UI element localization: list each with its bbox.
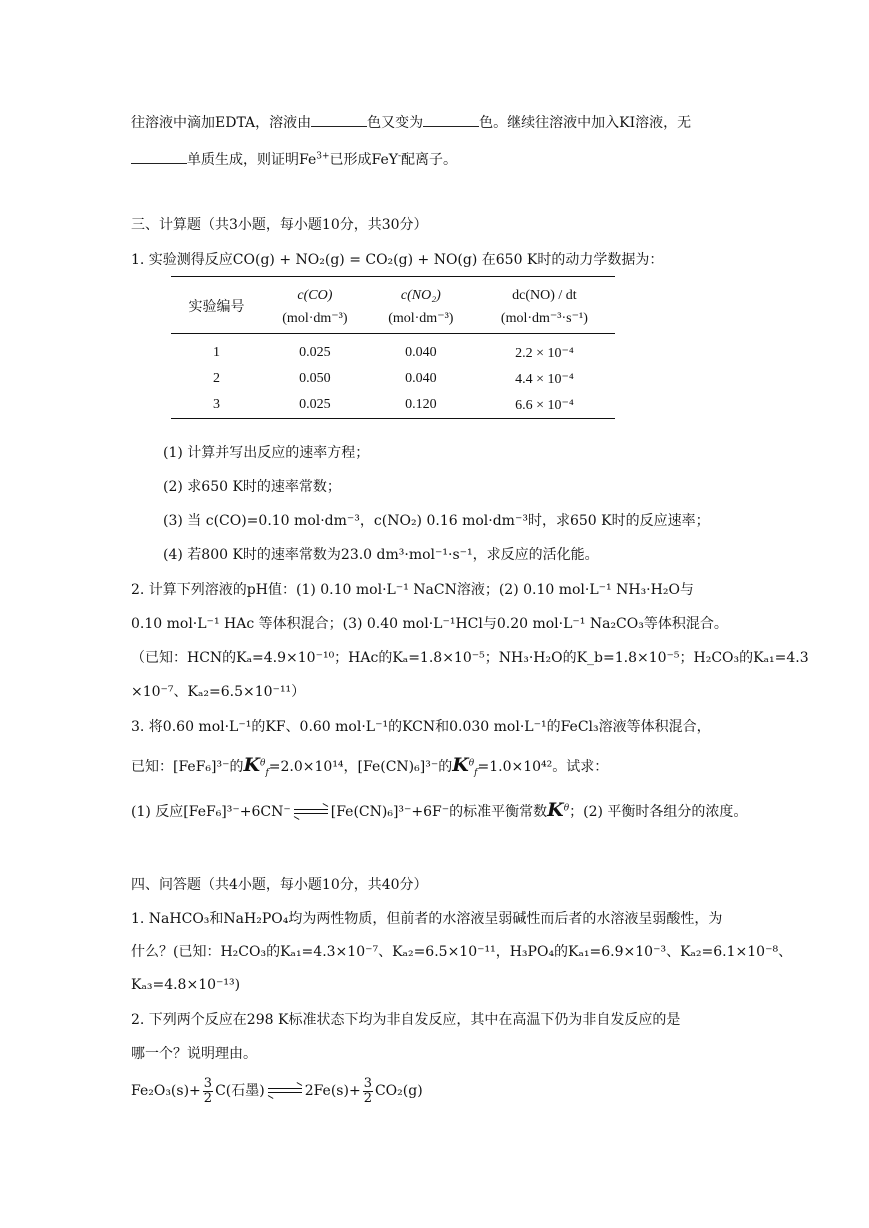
- section-4-heading: 四、问答题（共4小题，每小题10分，共40分）: [131, 877, 428, 893]
- reaction-equation: Fe₂O₃(s)+ $\frac{3}{2}$ C(石墨) 2Fe(s)+ $\frac{3}{2}$ CO₂(g): [131, 1075, 423, 1106]
- q3-1-stem: 1. 实验测得反应CO(g) + NO₂(g) = CO₂(g) + NO(g) 在650 K时的动力学数据为：: [131, 252, 664, 268]
- q3-2-line-3: （已知：HCN的Kₐ=4.9×10⁻¹⁰；HAc的Kₐ=1.8×10⁻⁵；NH₃·H₂O的K_b=1.8×10⁻⁵；H₂CO₃的Kₐ₁=4.3: [131, 650, 809, 666]
- header-rate: dc(NO) / dt (mol·dm⁻³·s⁻¹): [474, 277, 615, 334]
- intro-text-1: 往溶液中滴加EDTA，溶液由: [131, 115, 312, 131]
- intro-text-6: 配离子。: [401, 152, 458, 168]
- q3-2-line-4: ×10⁻⁷、Kₐ₂=6.5×10⁻¹¹）: [131, 684, 306, 700]
- answer-blank: [423, 113, 479, 127]
- k-symbol: K: [547, 799, 564, 821]
- fraction-3-2: $\frac{3}{2}$: [363, 1075, 372, 1106]
- header-exp-no: 实验编号: [171, 277, 262, 334]
- q3-3-line-3: (1) 反应[FeF₆]³⁻+6CN⁻ [Fe(CN)₆]³⁻+6F⁻的标准平衡常数$K^\theta$；(2) 平衡时各组分的浓度。: [131, 799, 748, 821]
- table-row: 2 0.050 0.040 4.4 × 10⁻⁴: [212, 371, 574, 387]
- section-3-heading: 三、计算题（共3小题，每小题10分，共30分）: [131, 217, 428, 233]
- answer-blank: [131, 150, 187, 164]
- k-f-symbol: K: [452, 754, 469, 776]
- intro-text-5: 已形成FeY: [329, 152, 398, 168]
- q4-1-line-1: 1. NaHCO₃和NaH₂PO₄均为两性物质，但前者的水溶液呈弱碱性而后者的水溶液呈弱酸性，为: [131, 911, 723, 927]
- q3-2-line-2: 0.10 mol·L⁻¹ HAc 等体积混合；(3) 0.40 mol·L⁻¹HCl与0.20 mol·L⁻¹ Na₂CO₃等体积混合。: [131, 616, 728, 632]
- table-row: 3 0.025 0.120 6.6 × 10⁻⁴: [212, 397, 574, 413]
- header-c-co: c(CO) (mol·dm⁻³): [262, 277, 368, 334]
- intro-text-4: 单质生成，则证明Fe: [187, 152, 317, 168]
- intro-line-2: [131, 150, 457, 169]
- q3-1-part-2: (2) 求650 K时的速率常数；: [163, 479, 341, 495]
- kinetics-table: [171, 276, 615, 419]
- q3-3-line-1: 3. 将0.60 mol·L⁻¹的KF、0.60 mol·L⁻¹的KCN和0.030 mol·L⁻¹的FeCl₃溶液等体积混合，: [131, 719, 711, 735]
- q3-1-part-1: (1) 计算并写出反应的速率方程；: [163, 445, 370, 461]
- equilibrium-arrow-icon: [268, 1086, 302, 1096]
- header-c-no2: c(NO₂) (mol·dm⁻³): [368, 277, 474, 334]
- table-header-row: [171, 277, 615, 334]
- q4-2-line-2: 哪一个？说明理由。: [131, 1046, 257, 1062]
- q4-1-line-2: 什么？(已知：H₂CO₃的Kₐ₁=4.3×10⁻⁷、Kₐ₂=6.5×10⁻¹¹，H₃PO₄的Kₐ₁=6.9×10⁻³、Kₐ₂=6.1×10⁻⁸、: [131, 944, 793, 960]
- intro-text-2: 色又变为: [367, 115, 424, 131]
- q3-1-part-4: (4) 若800 K时的速率常数为23.0 dm³·mol⁻¹·s⁻¹，求反应的活化能。: [163, 547, 599, 563]
- charge-sup: -: [398, 151, 402, 162]
- equilibrium-arrow-icon: [294, 807, 328, 817]
- q4-1-line-3: Kₐ₃=4.8×10⁻¹³): [131, 977, 241, 993]
- charge-sup: 3+: [316, 151, 330, 162]
- intro-line-1: [131, 113, 691, 132]
- q3-1-part-3: (3) 当 c(CO)=0.10 mol·dm⁻³，c(NO₂) 0.16 mol·dm⁻³时，求650 K时的反应速率；: [163, 513, 710, 529]
- fraction-3-2: $\frac{3}{2}$: [203, 1075, 213, 1106]
- k-f-symbol: K: [243, 754, 261, 776]
- q3-3-line-2: 已知：[FeF₆]³⁻的$K^\theta_f=2.0\times 10^{14}$，[Fe(CN)₆]³⁻的$K^\theta_f=1.0\times 10^{42}$。试求：: [131, 754, 609, 778]
- q3-2-line-1: 2. 计算下列溶液的pH值：(1) 0.10 mol·L⁻¹ NaCN溶液；(2) 0.10 mol·L⁻¹ NH₃·H₂O与: [131, 582, 694, 598]
- answer-blank: [311, 113, 367, 127]
- intro-text-3: 色。继续往溶液中加入KI溶液，无: [479, 115, 692, 131]
- table-row: 1 0.025 0.040 2.2 × 10⁻⁴: [212, 345, 574, 361]
- q4-2-line-1: 2. 下列两个反应在298 K标准状态下均为非自发反应，其中在高温下仍为非自发反应的是: [131, 1012, 681, 1028]
